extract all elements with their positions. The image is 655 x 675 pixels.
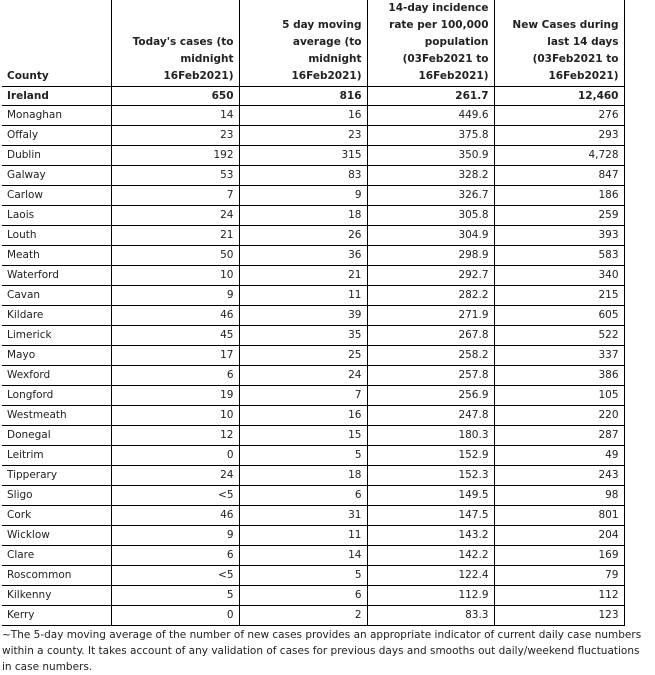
new-cases-cell: 287 xyxy=(494,426,624,446)
table-row xyxy=(2,166,624,186)
new-cases-cell: 186 xyxy=(494,186,624,206)
new-cases-cell: 583 xyxy=(494,246,624,266)
incidence-rate-cell: 292.7 xyxy=(367,266,494,286)
moving-average-cell: 5 xyxy=(239,566,367,586)
county-cell: Longford xyxy=(2,386,111,406)
county-cell: Tipperary xyxy=(2,466,111,486)
incidence-rate-cell: 350.9 xyxy=(367,146,494,166)
moving-average-cell: 14 xyxy=(239,546,367,566)
table-row xyxy=(2,206,624,226)
todays-cases-cell: 12 xyxy=(111,426,239,446)
new-cases-cell: 112 xyxy=(494,586,624,606)
county-cases-table xyxy=(2,0,625,626)
incidence-rate-cell: 122.4 xyxy=(367,566,494,586)
new-cases-cell: 204 xyxy=(494,526,624,546)
new-cases-cell: 276 xyxy=(494,106,624,126)
moving-average-cell: 31 xyxy=(239,506,367,526)
moving-average-cell: 6 xyxy=(239,586,367,606)
moving-average-cell: 11 xyxy=(239,286,367,306)
todays-cases-cell: 10 xyxy=(111,266,239,286)
incidence-rate-cell: 449.6 xyxy=(367,106,494,126)
new-cases-cell: 79 xyxy=(494,566,624,586)
county-cell: Westmeath xyxy=(2,406,111,426)
table-row xyxy=(2,246,624,266)
new-cases-cell: 105 xyxy=(494,386,624,406)
moving-average-cell: 39 xyxy=(239,306,367,326)
todays-cases-cell: 24 xyxy=(111,466,239,486)
todays-cases-cell: 7 xyxy=(111,186,239,206)
incidence-rate-cell: 326.7 xyxy=(367,186,494,206)
new-cases-cell: 340 xyxy=(494,266,624,286)
todays-cases-cell: 23 xyxy=(111,126,239,146)
todays-cases-cell: 192 xyxy=(111,146,239,166)
todays-cases-cell: 53 xyxy=(111,166,239,186)
todays-cases-cell: 6 xyxy=(111,366,239,386)
incidence-rate-cell: 328.2 xyxy=(367,166,494,186)
county-cell: Louth xyxy=(2,226,111,246)
total-incidence-rate: 261.7 xyxy=(367,87,494,106)
incidence-rate-cell: 152.3 xyxy=(367,466,494,486)
new-cases-cell: 393 xyxy=(494,226,624,246)
table-row xyxy=(2,606,624,626)
todays-cases-cell: 17 xyxy=(111,346,239,366)
incidence-rate-cell: 375.8 xyxy=(367,126,494,146)
county-cell: Monaghan xyxy=(2,106,111,126)
table-row xyxy=(2,286,624,306)
moving-average-cell: 2 xyxy=(239,606,367,626)
todays-cases-cell: 0 xyxy=(111,606,239,626)
county-cell: Cavan xyxy=(2,286,111,306)
table-row xyxy=(2,146,624,166)
todays-cases-cell: 45 xyxy=(111,326,239,346)
todays-cases-cell: 21 xyxy=(111,226,239,246)
county-cell: Offaly xyxy=(2,126,111,146)
moving-average-cell: 7 xyxy=(239,386,367,406)
new-cases-cell: 522 xyxy=(494,326,624,346)
new-cases-cell: 4,728 xyxy=(494,146,624,166)
moving-average-cell: 23 xyxy=(239,126,367,146)
header-incidence-rate: 14-day incidence rate per 100,000 population (03Feb2021 to 16Feb2021) xyxy=(367,0,494,87)
moving-average-cell: 24 xyxy=(239,366,367,386)
header-moving-average: 5 day moving average (to midnight 16Feb2021) xyxy=(239,0,367,87)
table-row xyxy=(2,346,624,366)
county-cell: Wexford xyxy=(2,366,111,386)
new-cases-cell: 386 xyxy=(494,366,624,386)
todays-cases-cell: 19 xyxy=(111,386,239,406)
incidence-rate-cell: 180.3 xyxy=(367,426,494,446)
incidence-rate-cell: 83.3 xyxy=(367,606,494,626)
table-row xyxy=(2,586,624,606)
table-row xyxy=(2,446,624,466)
table-row xyxy=(2,486,624,506)
moving-average-cell: 83 xyxy=(239,166,367,186)
todays-cases-cell: <5 xyxy=(111,486,239,506)
incidence-rate-cell: 304.9 xyxy=(367,226,494,246)
new-cases-cell: 98 xyxy=(494,486,624,506)
todays-cases-cell: 50 xyxy=(111,246,239,266)
moving-average-cell: 15 xyxy=(239,426,367,446)
table-row xyxy=(2,466,624,486)
table-row xyxy=(2,266,624,286)
county-cell: Laois xyxy=(2,206,111,226)
todays-cases-cell: 46 xyxy=(111,506,239,526)
total-new-cases: 12,460 xyxy=(494,87,624,106)
table-row xyxy=(2,426,624,446)
todays-cases-cell: 9 xyxy=(111,286,239,306)
todays-cases-cell: 6 xyxy=(111,546,239,566)
table-row xyxy=(2,366,624,386)
new-cases-cell: 605 xyxy=(494,306,624,326)
incidence-rate-cell: 149.5 xyxy=(367,486,494,506)
table-row xyxy=(2,526,624,546)
total-todays-cases: 650 xyxy=(111,87,239,106)
header-todays-cases: Today's cases (to midnight 16Feb2021) xyxy=(111,0,239,87)
county-cell: Galway xyxy=(2,166,111,186)
incidence-rate-cell: 267.8 xyxy=(367,326,494,346)
moving-average-cell: 11 xyxy=(239,526,367,546)
county-cell: Kerry xyxy=(2,606,111,626)
table-row xyxy=(2,186,624,206)
incidence-rate-cell: 112.9 xyxy=(367,586,494,606)
total-county: Ireland xyxy=(2,87,111,106)
incidence-rate-cell: 256.9 xyxy=(367,386,494,406)
footnote: ~The 5-day moving average of the number of new cases provides an appropriate indicator of current daily case numbers within a county. It takes account of any validation of cases for previous days and smooths out daily/weekend fluctuations in case numbers. xyxy=(2,629,642,673)
county-cell: Sligo xyxy=(2,486,111,506)
county-cell: Waterford xyxy=(2,266,111,286)
county-cell: Donegal xyxy=(2,426,111,446)
new-cases-cell: 847 xyxy=(494,166,624,186)
new-cases-cell: 259 xyxy=(494,206,624,226)
county-cell: Wicklow xyxy=(2,526,111,546)
todays-cases-cell: 14 xyxy=(111,106,239,126)
incidence-rate-cell: 143.2 xyxy=(367,526,494,546)
incidence-rate-cell: 298.9 xyxy=(367,246,494,266)
county-cell: Cork xyxy=(2,506,111,526)
todays-cases-cell: 46 xyxy=(111,306,239,326)
table-row xyxy=(2,126,624,146)
county-cell: Meath xyxy=(2,246,111,266)
new-cases-cell: 49 xyxy=(494,446,624,466)
new-cases-cell: 293 xyxy=(494,126,624,146)
new-cases-cell: 220 xyxy=(494,406,624,426)
incidence-rate-cell: 282.2 xyxy=(367,286,494,306)
moving-average-cell: 25 xyxy=(239,346,367,366)
new-cases-cell: 169 xyxy=(494,546,624,566)
moving-average-cell: 315 xyxy=(239,146,367,166)
moving-average-cell: 16 xyxy=(239,106,367,126)
county-cell: Kildare xyxy=(2,306,111,326)
new-cases-cell: 243 xyxy=(494,466,624,486)
moving-average-cell: 18 xyxy=(239,206,367,226)
table-row xyxy=(2,326,624,346)
table-row xyxy=(2,106,624,126)
moving-average-cell: 36 xyxy=(239,246,367,266)
incidence-rate-cell: 258.2 xyxy=(367,346,494,366)
incidence-rate-cell: 142.2 xyxy=(367,546,494,566)
incidence-rate-cell: 305.8 xyxy=(367,206,494,226)
todays-cases-cell: <5 xyxy=(111,566,239,586)
moving-average-cell: 16 xyxy=(239,406,367,426)
moving-average-cell: 35 xyxy=(239,326,367,346)
county-cell: Leitrim xyxy=(2,446,111,466)
table-row xyxy=(2,306,624,326)
county-cell: Carlow xyxy=(2,186,111,206)
new-cases-cell: 215 xyxy=(494,286,624,306)
incidence-rate-cell: 271.9 xyxy=(367,306,494,326)
county-cell: Limerick xyxy=(2,326,111,346)
table-row xyxy=(2,506,624,526)
county-cell: Clare xyxy=(2,546,111,566)
todays-cases-cell: 9 xyxy=(111,526,239,546)
total-row xyxy=(2,87,624,106)
header-county: County xyxy=(2,0,111,87)
incidence-rate-cell: 247.8 xyxy=(367,406,494,426)
table-row xyxy=(2,226,624,246)
header-new-cases: New Cases during last 14 days (03Feb2021 to 16Feb2021) xyxy=(494,0,624,87)
incidence-rate-cell: 147.5 xyxy=(367,506,494,526)
table-row xyxy=(2,406,624,426)
table-row xyxy=(2,566,624,586)
new-cases-cell: 337 xyxy=(494,346,624,366)
moving-average-cell: 18 xyxy=(239,466,367,486)
new-cases-cell: 801 xyxy=(494,506,624,526)
moving-average-cell: 21 xyxy=(239,266,367,286)
todays-cases-cell: 5 xyxy=(111,586,239,606)
moving-average-cell: 5 xyxy=(239,446,367,466)
total-moving-average: 816 xyxy=(239,87,367,106)
county-cell: Dublin xyxy=(2,146,111,166)
new-cases-cell: 123 xyxy=(494,606,624,626)
county-cell: Roscommon xyxy=(2,566,111,586)
county-cell: Kilkenny xyxy=(2,586,111,606)
todays-cases-cell: 10 xyxy=(111,406,239,426)
moving-average-cell: 9 xyxy=(239,186,367,206)
todays-cases-cell: 24 xyxy=(111,206,239,226)
header-row xyxy=(2,0,624,87)
county-cell: Mayo xyxy=(2,346,111,366)
moving-average-cell: 26 xyxy=(239,226,367,246)
table-row xyxy=(2,546,624,566)
incidence-rate-cell: 152.9 xyxy=(367,446,494,466)
moving-average-cell: 6 xyxy=(239,486,367,506)
table-row xyxy=(2,386,624,406)
incidence-rate-cell: 257.8 xyxy=(367,366,494,386)
todays-cases-cell: 0 xyxy=(111,446,239,466)
